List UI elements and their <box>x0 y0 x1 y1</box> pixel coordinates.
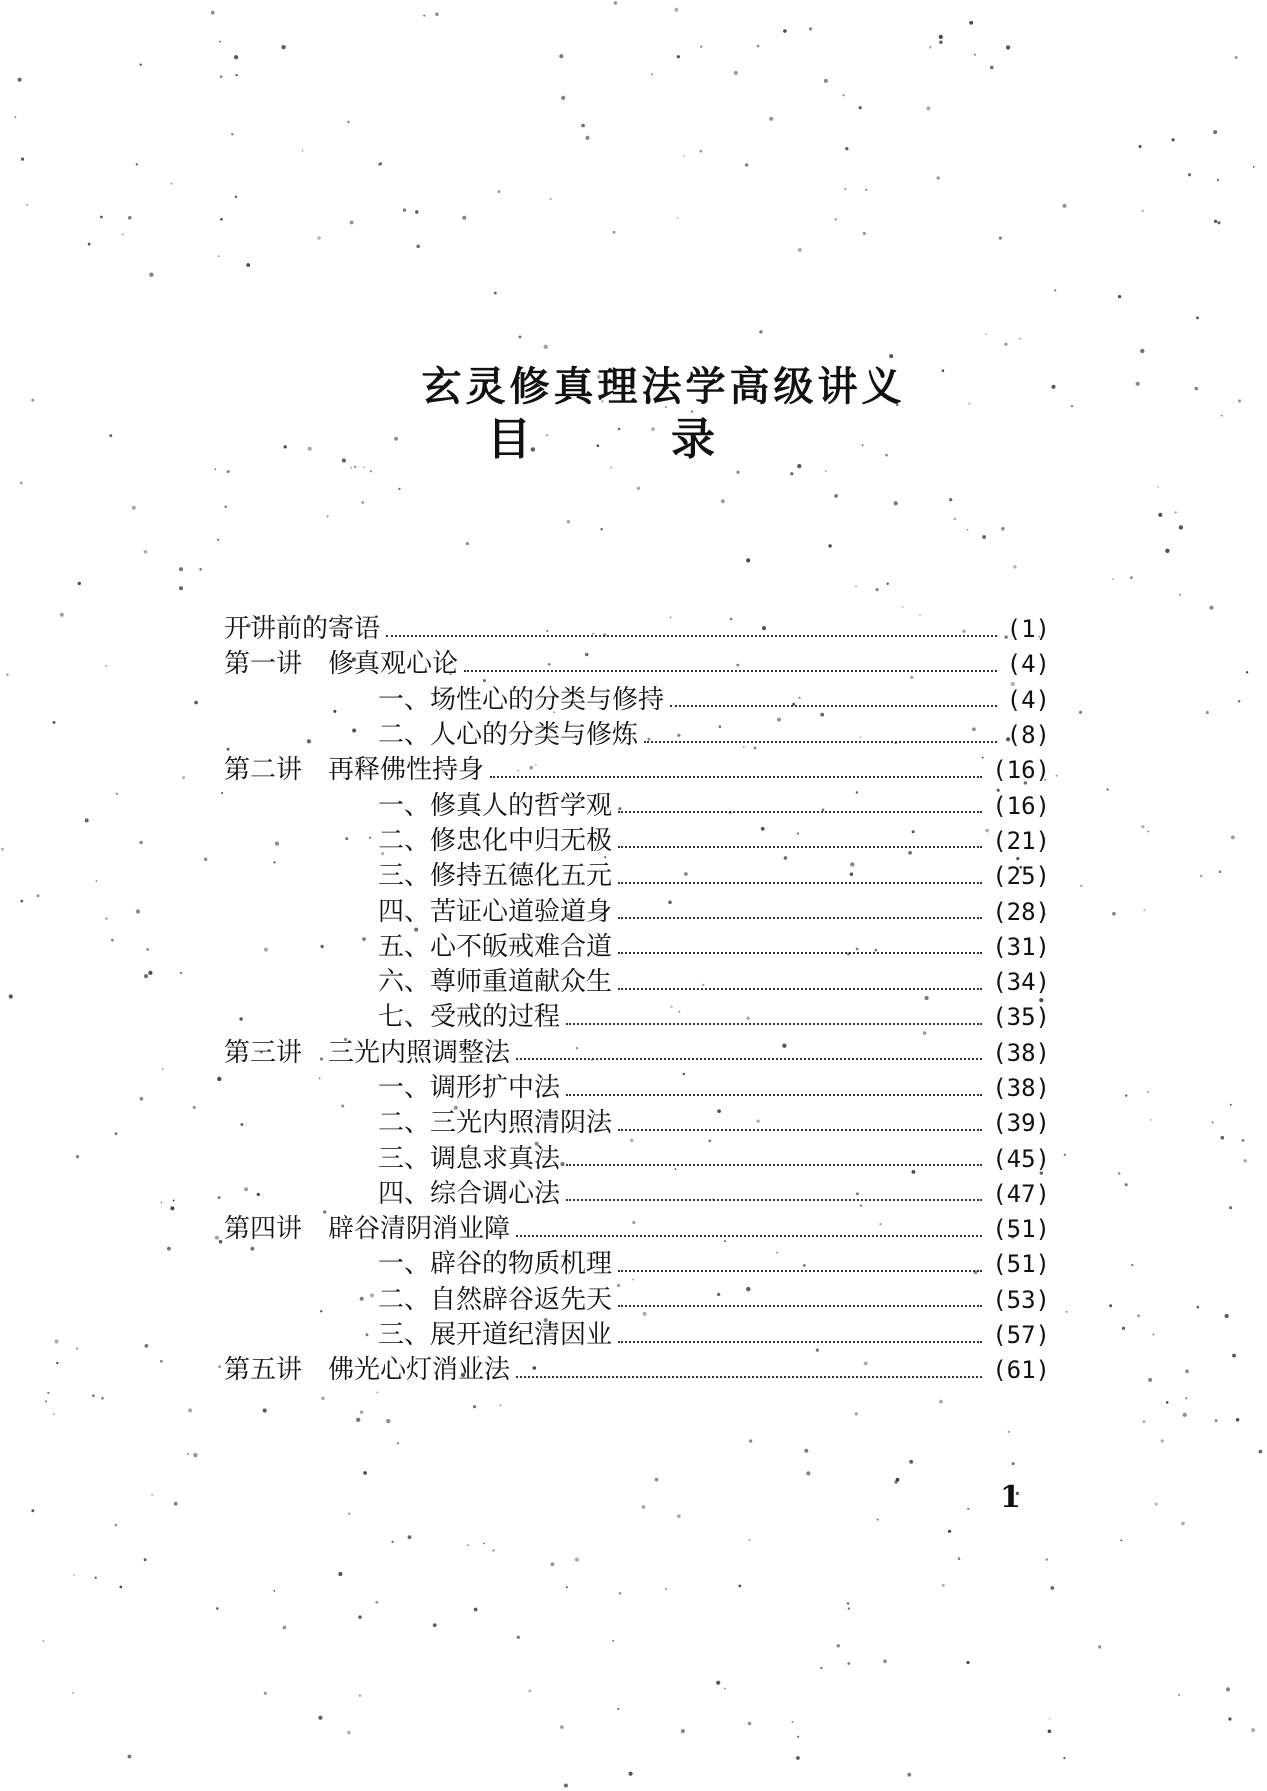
toc-entry-page: (16) <box>992 791 1050 820</box>
toc-entry <box>220 824 1050 859</box>
dot-leader <box>566 1023 982 1025</box>
toc-entry <box>220 1353 1050 1388</box>
toc-entry-title: 开讲前的寄语 <box>224 614 381 645</box>
dot-leader <box>618 952 982 954</box>
toc-entry-title: 调息求真法 <box>430 1143 561 1174</box>
toc-entry-label: 三、 <box>378 1143 431 1174</box>
dot-leader <box>618 988 982 990</box>
toc-entry-label: 第三讲 <box>224 1037 303 1068</box>
toc-entry <box>220 1283 1050 1318</box>
toc-entry-title: 修真观心论 <box>328 649 459 680</box>
dot-leader <box>618 917 982 919</box>
dot-leader <box>670 705 997 707</box>
toc-entry <box>220 612 1050 647</box>
toc-entry-page: (38) <box>992 1074 1050 1102</box>
dot-leader <box>386 635 997 637</box>
toc-heading: 目录 <box>487 414 855 465</box>
toc-entry <box>220 718 1050 753</box>
toc-entry-page: (8) <box>1006 721 1050 750</box>
toc-entry <box>220 930 1050 965</box>
toc-entry <box>220 1318 1050 1353</box>
toc-entry-page: (34) <box>992 968 1050 997</box>
dot-leader <box>566 1164 982 1166</box>
toc-entry-label: 一、 <box>378 684 431 715</box>
toc-entry-label: 二、 <box>378 1108 431 1139</box>
toc-entry-page: (61) <box>992 1356 1050 1385</box>
toc-entry-label: 七、 <box>378 1002 431 1033</box>
dot-leader <box>618 882 982 884</box>
dot-leader <box>566 1199 982 1201</box>
toc-entry <box>220 1177 1050 1212</box>
toc-entry-label: 一、 <box>378 1249 431 1280</box>
dot-leader <box>618 1341 982 1343</box>
toc-entry-label: 四、 <box>378 1178 431 1209</box>
toc-entry-page: (25) <box>992 862 1050 891</box>
toc-entry-title: 修忠化中归无极 <box>430 825 613 856</box>
toc-entry <box>220 1247 1050 1282</box>
table-of-contents <box>220 612 1050 1389</box>
dot-leader <box>618 1270 982 1272</box>
toc-entry-page: (51) <box>992 1215 1050 1244</box>
toc-entry-label: 一、 <box>378 1073 431 1103</box>
toc-entry <box>220 788 1050 823</box>
toc-entry-label: 二、 <box>378 825 431 856</box>
toc-entry-page: (53) <box>992 1285 1050 1314</box>
toc-entry-title: 修真人的哲学观 <box>430 790 613 821</box>
toc-entry-title: 展开道纪清因业 <box>430 1320 613 1351</box>
toc-entry-page: (39) <box>992 1109 1050 1138</box>
toc-entry-title: 修持五德化五元 <box>430 861 613 892</box>
toc-entry <box>220 1212 1050 1247</box>
toc-entry-label: 三、 <box>378 861 431 892</box>
toc-entry-label: 一、 <box>378 790 431 821</box>
toc-entry-page: (47) <box>992 1179 1050 1208</box>
toc-entry-page: (38) <box>992 1038 1050 1067</box>
dot-leader <box>516 1376 982 1378</box>
dot-leader <box>618 811 982 813</box>
toc-entry-title: 尊师重道献众生 <box>430 967 613 998</box>
toc-entry-title: 受戒的过程 <box>430 1002 561 1033</box>
toc-entry-page: (35) <box>992 1003 1050 1032</box>
toc-entry-page: (21) <box>992 826 1050 855</box>
toc-entry-label: 五、 <box>378 931 431 962</box>
toc-entry-title: 三光内照调整法 <box>328 1037 511 1068</box>
toc-entry <box>220 1071 1050 1106</box>
toc-entry <box>220 1000 1050 1035</box>
toc-entry-page: (51) <box>992 1250 1050 1279</box>
toc-entry-title: 苦证心道验道身 <box>430 896 613 927</box>
dot-leader <box>618 1129 982 1131</box>
document-title: 玄灵修真理法学高级讲义 <box>421 363 906 410</box>
toc-entry <box>220 965 1050 1000</box>
toc-entry-title: 辟谷清阴消业障 <box>328 1214 511 1245</box>
toc-entry-title: 综合调心法 <box>430 1178 561 1209</box>
toc-entry-label: 第一讲 <box>224 649 303 680</box>
toc-entry-label: 三、 <box>378 1320 431 1351</box>
toc-entry <box>220 1036 1050 1071</box>
toc-entry-title: 调形扩中法 <box>430 1073 561 1103</box>
page-number: 1 <box>1000 1480 1021 1515</box>
toc-entry-page: (57) <box>992 1321 1050 1350</box>
toc-entry <box>220 894 1050 929</box>
dot-leader <box>516 1058 982 1060</box>
toc-entry-title: 自然辟谷返先天 <box>430 1284 613 1315</box>
toc-entry-page: (45) <box>992 1144 1050 1173</box>
toc-entry-page: (28) <box>992 897 1050 926</box>
toc-entry-label: 第二讲 <box>224 755 303 786</box>
toc-entry-title: 佛光心灯消业法 <box>328 1355 511 1386</box>
toc-entry <box>220 1141 1050 1176</box>
toc-entry <box>220 1106 1050 1141</box>
toc-entry-page: (16) <box>992 756 1050 785</box>
toc-entry <box>220 647 1050 682</box>
toc-entry-page: (4) <box>1006 685 1050 714</box>
dot-leader <box>618 846 982 848</box>
toc-entry-label: 二、 <box>378 720 431 751</box>
toc-entry-page: (1) <box>1006 615 1050 644</box>
toc-entry-label: 第五讲 <box>224 1355 303 1386</box>
toc-entry-title: 人心的分类与修炼 <box>430 720 639 751</box>
dot-leader <box>566 1094 982 1096</box>
toc-entry-label: 二、 <box>378 1284 431 1315</box>
toc-entry <box>220 683 1050 718</box>
dot-leader <box>644 741 997 743</box>
toc-entry-page: (31) <box>992 932 1050 961</box>
dot-leader <box>618 1305 982 1307</box>
toc-entry <box>220 753 1050 788</box>
toc-entry-title: 再释佛性持身 <box>328 755 485 786</box>
toc-entry-title: 心不皈戒难合道 <box>430 931 613 962</box>
toc-entry-title: 辟谷的物质机理 <box>430 1249 613 1280</box>
dot-leader <box>464 670 997 672</box>
toc-entry-label: 六、 <box>378 967 431 998</box>
toc-entry-label: 四、 <box>378 896 431 927</box>
toc-entry-label: 第四讲 <box>224 1214 303 1245</box>
toc-entry-page: (4) <box>1006 650 1050 679</box>
dot-leader <box>490 776 982 778</box>
toc-entry <box>220 859 1050 894</box>
dot-leader <box>516 1235 982 1237</box>
toc-entry-title: 场性心的分类与修持 <box>430 684 665 715</box>
toc-entry-title: 三光内照清阴法 <box>430 1108 613 1139</box>
